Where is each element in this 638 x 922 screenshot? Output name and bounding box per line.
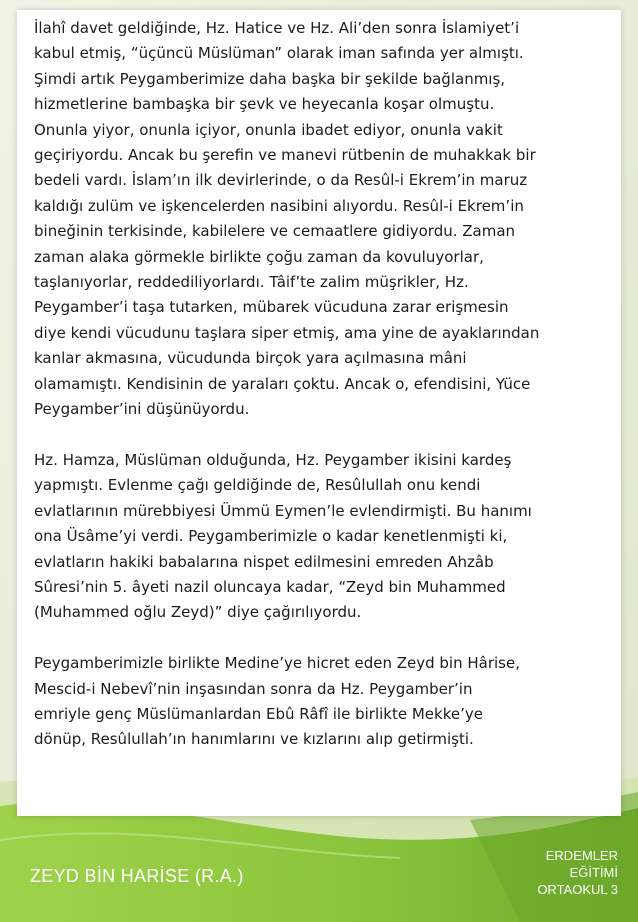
brand-line-1: ERDEMLER bbox=[545, 848, 618, 863]
brand-line-3: ORTAOKUL 3 bbox=[537, 882, 618, 897]
paragraph-3: Peygamberimizle birlikte Medine’ye hicret eden Zeyd bin Hârise, Mescid-i Nebevî’nin inşasından sonra da Hz. Peygamber’in emriyle genç Müslümanlardan Ebû Râfî ile birlikte Mekke’ye dönüp, Resûlullah’ın hanımlarını ve kızlarını alıp getirmişti. bbox=[34, 654, 520, 749]
paragraph-2: Hz. Hamza, Müslüman olduğunda, Hz. Peygamber ikisini kardeş yapmıştı. Evlenme çağı geldiğinde de, Resûlullah onu kendi evlatlarının mürebbiyesi Ümmü Eymen’le evlendirmişti. Bu hanımı ona Üsâme’yi verdi. Peygamberimizle o kadar kenetlenmişti ki, evlatların hakiki babalarına nispet edilmesini emreden Ahzâb Sûresi’nin 5. âyeti nazil oluncaya kadar, “Zeyd bin Muhammed (Muhammed oğlu Zeyd)” diye çağırılıyordu. bbox=[34, 450, 532, 622]
article-body bbox=[34, 16, 614, 778]
footer-brand bbox=[478, 847, 618, 898]
brand-line-2: EĞİTİMİ bbox=[569, 865, 618, 880]
footer-title: ZEYD BİN HARİSE (R.A.) bbox=[30, 866, 244, 886]
paragraph-1: İlahî davet geldiğinde, Hz. Hatice ve Hz. Ali’den sonra İslamiyet’i kabul etmiş, “üçüncü Müslüman” olarak iman safında yer almıştı. Şimdi artık Peygamberimize daha başka bir şekilde bağlanmış, hizmetlerine bambaşka bir şevk ve heyecanla koşar olmuştu. Onunla yiyor, onunla içiyor, onunla ibadet ediyor, onunla vakit geçiriyordu. Ancak bu şerefin ve manevi rütbenin de muhakkak bir bedeli vardı. İslam’ın ilk devirlerinde, o da Resûl-i Ekrem’in maruz kaldığı zulüm ve işkencelerden nasibini alıyordu. Resûl-i Ekrem’in bineğinin terkisinde, kabilelere ve cemaatlere gidiyordu. Zaman zaman alaka görmekle birlikte çoğu zaman da kovuluyorlar, taşlanıyorlar, reddediliyorlardı. Tâif’te zalim müşrikler, Hz. Peygamber’i taşa tutarken, mübarek vücuduna zarar erişmesin diye kendi vücudunu taşlara siper etmiş, ama yine de ayaklarından kanlar akmasına, vücudunda birçok yara açılmasına mâni olamamıştı. Kendisinin de yaraları çoktu. Ancak o, efendisini, Yüce Peygamber’ini düşünüyordu. bbox=[34, 19, 540, 419]
